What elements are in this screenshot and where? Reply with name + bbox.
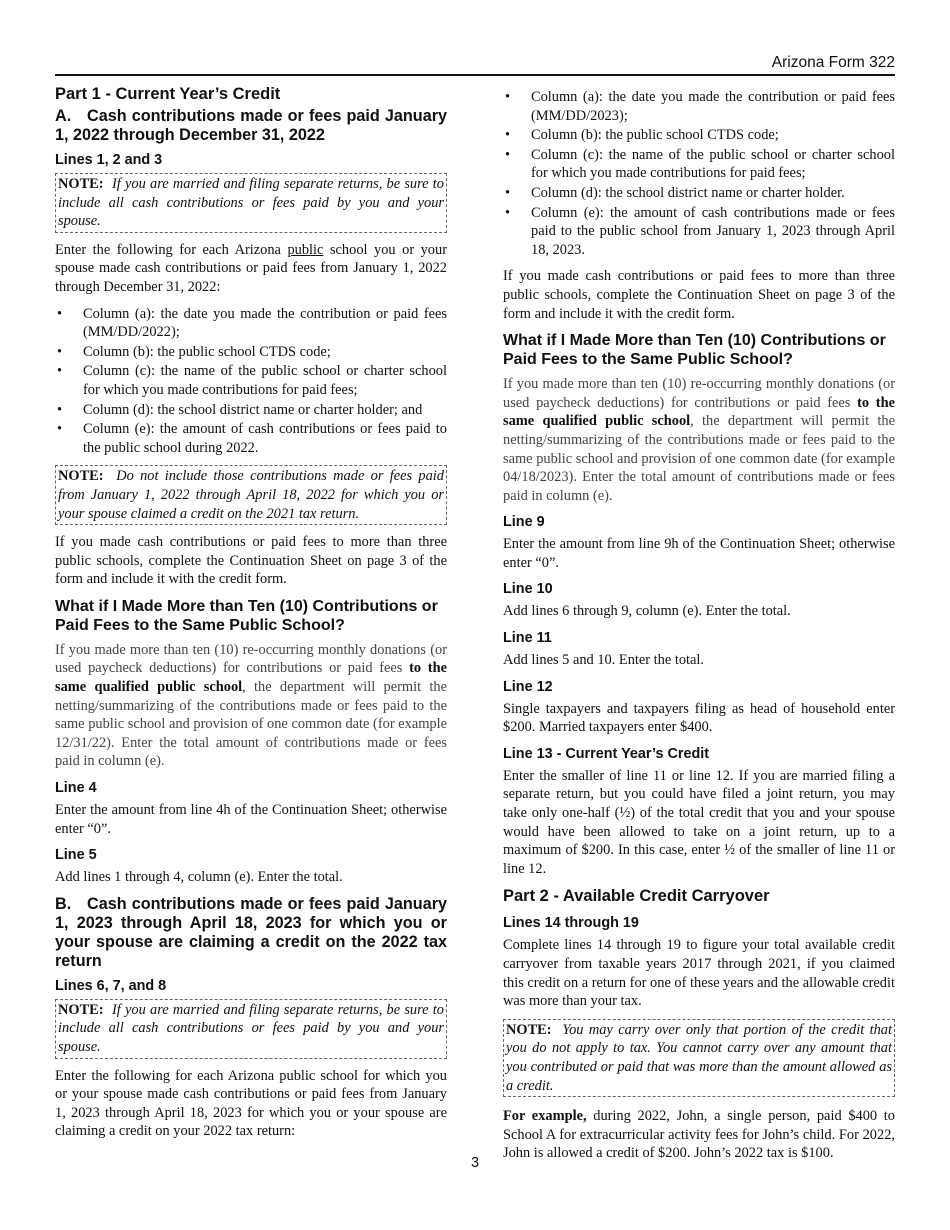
section-a-column-list (55, 305, 447, 458)
section-a-letter: A. (55, 107, 72, 125)
line-10-title: Line 10 (503, 581, 553, 598)
line-4-text: Enter the amount from line 4h of the Continuation Sheet; otherwise enter “0”. (55, 802, 447, 837)
ten-text-bold: to the same qualified public school (503, 394, 895, 430)
note-label: NOTE: (58, 468, 104, 485)
list-item: • Column (d): the school district name or charter holder. (503, 184, 895, 203)
section-b-heading (55, 895, 447, 971)
header-rule (55, 74, 895, 76)
note-label: NOTE: (58, 176, 104, 192)
section-b-intro: Enter the following for each Arizona public school for which you or your spouse made cash contributions or paid fees from January 1, 2023 through April 18, 2023 for which you or your spouse are claiming a credit on your 2022 tax return: (55, 1067, 447, 1140)
lines-14-19-text: Complete lines 14 through 19 to figure your total available credit carryover from taxable years 2017 through 2021, if you claimed this credit on a return for one of these years and the allowable credit was more than your tax. (503, 937, 895, 1010)
line-11-title: Line 11 (503, 630, 552, 647)
list-item: • Column (a): the date you made the contribution or paid fees (MM/DD/2023); (503, 88, 895, 125)
example-bold: For example, (503, 1108, 587, 1125)
note-label: NOTE: (506, 1021, 552, 1038)
page-number: 3 (470, 1155, 480, 1171)
lines-14-19-title: Lines 14 through 19 (503, 915, 639, 932)
list-item: • Column (b): the public school CTDS code; (503, 126, 895, 145)
list-item: • Column (b): the public school CTDS code; (55, 343, 447, 362)
line-13-text: Enter the smaller of line 11 or line 12. If you are married filing a separate return, but you could have filed a joint return, you may take only one-half (½) of the total credit that you and your spouse would have been allowed to take on a joint return, up to a maximum of $200. In this case, enter ½ of the smaller of line 11 or line 12. (503, 767, 895, 877)
ten-text-bold: to the same qualified public school (55, 660, 447, 696)
line-12-text: Single taxpayers and taxpayers filing as head of household enter $200. Married taxpayers enter $400. (503, 700, 895, 736)
line-11-text: Add lines 5 and 10. Enter the total. (503, 652, 705, 669)
line-4-title: Line 4 (55, 780, 97, 797)
ten-text-start: If you made more than ten (10) re-occurring monthly donations (or used paycheck deductions) for contributions or paid fees (503, 376, 895, 411)
note-box-4 (503, 1019, 895, 1097)
list-item: • Column (e): the amount of cash contributions or fees paid to the public school during 2022. (55, 420, 447, 457)
note-box-1 (55, 173, 447, 233)
list-item: • Column (c): the name of the public school or charter school for which you made contributions for paid fees; (55, 362, 447, 399)
intro-text-end: school you or your spouse made cash contributions or paid fees from January 1, 2022 through December 31, 2022: (55, 241, 447, 295)
part2-title: Part 2 - Available Credit Carryover (503, 887, 770, 906)
note-text: If you are married and filing separate returns, be sure to include all cash contributions or fees paid by you and your spouse. (58, 1001, 444, 1055)
ten-contributions-paragraph (55, 641, 447, 771)
note-box-3 (55, 999, 447, 1059)
line-9-title: Line 9 (503, 514, 545, 531)
line-10-text: Add lines 6 through 9, column (e). Enter the total. (503, 603, 791, 620)
note-text: You may carry over only that portion of the credit that you do not apply to tax. You cannot carry over any amount that you contributed or paid that was more than the amount allowed as a credit. (506, 1021, 893, 1094)
list-item: • Column (c): the name of the public school or charter school for which you made contributions for paid fees; (503, 146, 895, 183)
section-a-heading (55, 107, 447, 145)
left-column (55, 84, 447, 1149)
section-b-column-list (503, 88, 895, 259)
section-a-title: Cash contributions made or fees paid January 1, 2022 through December 31, 2022 (55, 107, 447, 144)
example-text: during 2022, John, a single person, paid $400 to School A for extracurricular activity fees for John’s child. For 2022, John is allowed a credit of $200. John’s 2022 tax is $100. (503, 1108, 895, 1162)
part1-title: Part 1 - Current Year’s Credit (55, 85, 281, 103)
list-item: • Column (e): the amount of cash contributions made or fees paid to the public school from January 1, 2023 through April 18, 2023. (503, 204, 895, 260)
line-9-text: Enter the amount from line 9h of the Continuation Sheet; otherwise enter “0”. (503, 536, 895, 571)
ten-contributions-paragraph (503, 375, 895, 505)
intro-public-underlined: public (287, 241, 324, 258)
note-text: Do not include those contributions made or fees paid from January 1, 2022 through April 18, 2022 for which you or your spouse claimed a credit on the 2021 tax return. (58, 468, 444, 522)
list-item: • Column (a): the date you made the contribution or paid fees (MM/DD/2022); (55, 305, 447, 342)
section-b-letter: B. (55, 894, 72, 913)
ten-text-end: , the department will permit the netting/summarizing of the contributions made or fees paid to the same public school and provision of one common date (for example 04/18/2023). Enter the total amount of contributions made or fees paid in column (e). (503, 413, 895, 504)
ten-text-start: If you made more than ten (10) re-occurring monthly donations (or used paycheck deductions) for contributions or paid fees (55, 641, 447, 677)
form-title: Arizona Form 322 (771, 54, 895, 71)
lines-6-7-8-title: Lines 6, 7, and 8 (55, 977, 167, 994)
line-12-title: Line 12 (503, 678, 553, 695)
lines-1-2-3-title: Lines 1, 2 and 3 (55, 152, 163, 168)
note-box-2 (55, 465, 447, 525)
line-5-title: Line 5 (55, 847, 97, 864)
note-label: NOTE: (58, 1001, 104, 1018)
list-item: • Column (d): the school district name or charter holder; and (55, 401, 447, 420)
ten-contributions-title: What if I Made More than Ten (10) Contributions or Paid Fees to the Same Public School? (503, 332, 886, 369)
line-5-text: Add lines 1 through 4, column (e). Enter the total. (55, 869, 343, 886)
ten-contributions-title: What if I Made More than Ten (10) Contributions or Paid Fees to the Same Public School? (55, 597, 438, 634)
right-column (503, 88, 895, 1171)
section-a-intro (55, 241, 447, 297)
ten-text-end: , the department will permit the netting/summarizing of the contributions made or fees paid to the same public school and provision of one common date (for example 12/31/22). Enter the total amount of contributions made or fees paid in column (e). (55, 679, 447, 770)
intro-text-start: Enter the following for each Arizona (55, 241, 288, 258)
more-schools-paragraph: If you made cash contributions or paid fees to more than three public schools, complete the Continuation Sheet on page 3 of the form and include it with the credit form. (55, 534, 447, 588)
more-schools-paragraph: If you made cash contributions or paid fees to more than three public schools, complete the Continuation Sheet on page 3 of the form and include it with the credit form. (503, 268, 895, 322)
section-b-title: Cash contributions made or fees paid January 1, 2023 through April 18, 2023 for which you or your spouse are claiming a credit on the 2022 tax return (55, 894, 447, 970)
note-text: If you are married and filing separate returns, be sure to include all cash contributions or fees paid by you and your spouse. (58, 176, 444, 230)
line-13-title: Line 13 - Current Year’s Credit (503, 745, 710, 762)
